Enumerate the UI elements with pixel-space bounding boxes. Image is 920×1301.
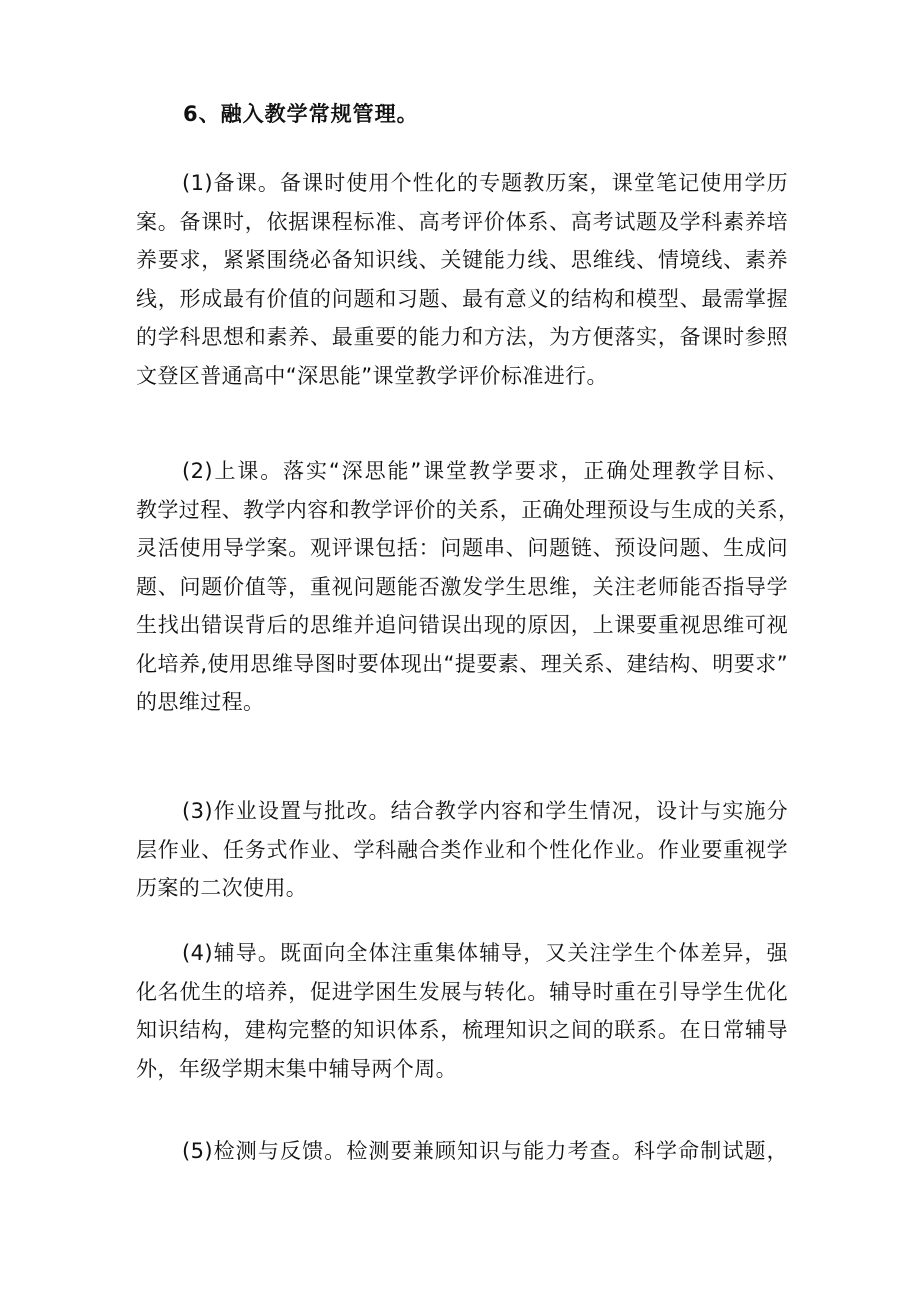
text-line: 外，年级学期末集中辅导两个周。	[136, 1056, 457, 1081]
text-line: (5)检测与反馈。检测要兼顾知识与能力考查。科学命制试题，	[182, 1139, 788, 1163]
text-line: (2)上课。落实“深思能”课堂教学要求，正确处理教学目标、	[182, 459, 788, 483]
text-line: 的思维过程。	[136, 690, 265, 714]
text-line: 化名优生的培养，促进学困生发展与转化。辅导时重在引导学生优化	[136, 979, 788, 1004]
text-line: 案。备课时，依据课程标准、高考评价体系、高考试题及学科素养培	[136, 209, 788, 234]
paragraph-teaching-class	[136, 452, 800, 722]
text-line: 生找出错误背后的思维并追问错误出现的原因，上课要重视思维可视	[136, 613, 788, 637]
text-line: (1)备课。备课时使用个性化的专题教历案，课堂笔记使用学历	[182, 171, 788, 195]
text-line: 历案的二次使用。	[136, 876, 308, 900]
text-line: 知识结构，建构完整的知识体系，梳理知识之间的联系。在日常辅导	[136, 1018, 788, 1042]
paragraph-lesson-preparation	[136, 164, 788, 395]
text-line: 灵活使用导学案。观评课包括：问题串、问题链、预设问题、生成问	[136, 536, 788, 560]
text-line: 题、问题价值等，重视问题能否激发学生思维，关注老师能否指导学	[136, 574, 788, 599]
section-heading: 6、融入教学常规管理。	[183, 102, 419, 126]
text-line: 化培养,使用思维导图时要体现出“提要素、理关系、建结构、明要求”	[136, 651, 788, 676]
paragraph-homework	[136, 792, 788, 908]
text-line: 层作业、任务式作业、学科融合类作业和个性化作业。作业要重视学	[136, 837, 788, 862]
text-line: 线，形成最有价值的问题和习题、最有意义的结构和模型、最需掌握	[136, 286, 788, 311]
text-line: (4)辅导。既面向全体注重集体辅导，又关注学生个体差异，强	[182, 941, 788, 965]
text-line: 的学科思想和素养、最重要的能力和方法，为方便落实，备课时参照	[136, 325, 788, 349]
text-line: 教学过程、教学内容和教学评价的关系，正确处理预设与生成的关系，	[136, 497, 800, 522]
paragraph-testing-feedback	[136, 1132, 788, 1171]
text-line: (3)作业设置与批改。结合教学内容和学生情况，设计与实施分	[182, 799, 788, 823]
text-line: 文登区普通高中“深思能”课堂教学评价标准进行。	[136, 363, 608, 388]
text-line: 养要求，紧紧围绕必备知识线、关键能力线、思维线、情境线、素养	[136, 248, 788, 272]
paragraph-tutoring	[136, 934, 788, 1088]
